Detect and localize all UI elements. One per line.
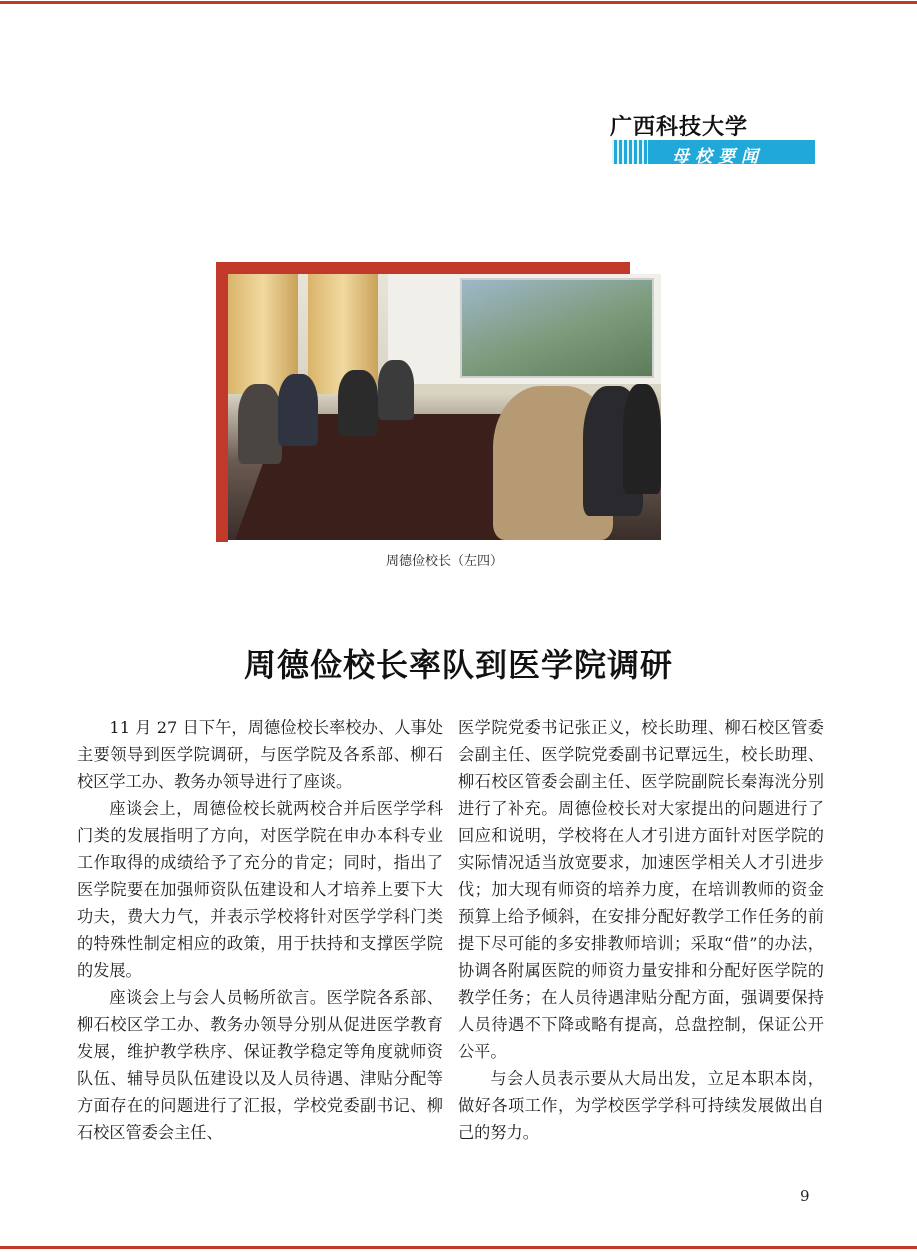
meeting-photo <box>228 274 661 540</box>
photo-person <box>378 360 414 420</box>
photo-caption: 周德俭校长（左四） <box>385 554 503 569</box>
photo-person <box>278 374 318 446</box>
article-paragraph: 座谈会上与会人员畅所欲言。医学院各系部、柳石校区学工办、教务办领导分别从促进医学教育发展，维护教学秩序、保证教学稳定等角度就师资队伍、辅导员队伍建设以及人员待遇、津贴分配等方面存在的问题进行了汇报，学校党委副书记、柳石校区管委会主任、 <box>77 988 443 1142</box>
photo-frame-side <box>216 262 228 542</box>
article-paragraph: 医学院党委书记张正义，校长助理、柳石校区管委会副主任、医学院党委副书记覃远生，校长助理、柳石校区管委会副主任、医学院副院长秦海洸分别进行了补充。周德俭校长对大家提出的问题进行了回应和说明，学校将在人才引进方面针对医学院的实际情况适当放宽要求，加速医学相关人才引进步伐；加大现有师资的培养力度，在培训教师的资金预算上给予倾斜，在安排分配好教学工作任务的前提下尽可能的多安排教师培训；采取“借”的办法，协调各附属医院的师资力量安排和分配好医学院的教学任务；在人员待遇津贴分配方面，强调要保持人员待遇不下降或略有提高，总盘控制，保证公开公平。 <box>458 718 824 1061</box>
band-stripes <box>612 140 648 164</box>
article-paragraph: 座谈会上，周德俭校长就两校合并后医学学科门类的发展指明了方向，对医学院在申办本科专业工作取得的成绩给予了充分的肯定；同时，指出了医学院要在加强师资队伍建设和人才培养上要下大功夫，费大力气，并表示学校将针对医学学科门类的特殊性制定相应的政策，用于扶持和支撑医学院的发展。 <box>77 799 443 980</box>
masthead-university: 广西科技大学 <box>610 115 749 140</box>
article-column-right <box>458 714 824 1146</box>
article-paragraph: 与会人员表示要从大局出发，立足本职本岗，做好各项工作，为学校医学学科可持续发展做出自己的努力。 <box>458 1069 824 1142</box>
photo-campus-map <box>460 278 654 378</box>
article-column-left <box>77 714 443 1146</box>
article-paragraph: 11 月 27 日下午，周德俭校长率校办、人事处主要领导到医学院调研，与医学院及各系部、柳石校区学工办、教务办领导进行了座谈。 <box>77 718 443 791</box>
masthead-section-label: 母校要闻 <box>672 147 764 167</box>
masthead-section-band <box>612 140 815 167</box>
bottom-rule <box>0 1246 917 1249</box>
article-title: 周德俭校长率队到医学院调研 <box>243 646 673 684</box>
top-rule <box>0 1 917 4</box>
photo-person <box>238 384 282 464</box>
page-number: 9 <box>800 1187 810 1205</box>
photo-person <box>623 384 661 494</box>
photo-person <box>338 370 378 436</box>
